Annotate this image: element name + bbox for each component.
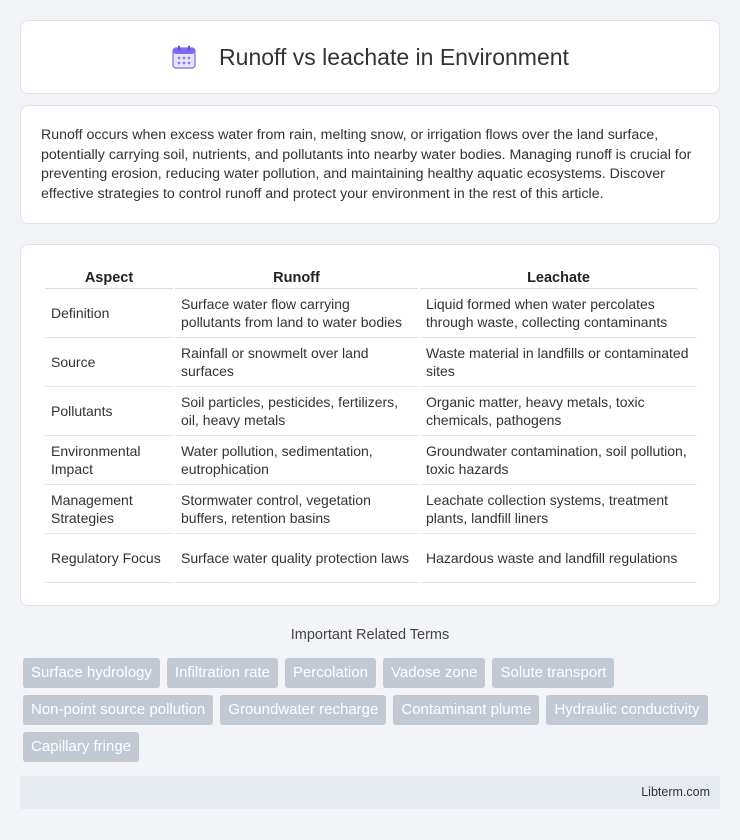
related-term-tag[interactable]: Percolation <box>285 658 376 688</box>
related-term-tag[interactable]: Infiltration rate <box>167 658 278 688</box>
aspect-cell: Management Strategies <box>45 485 173 534</box>
related-terms-list <box>23 658 723 769</box>
leachate-cell: Groundwater contamination, soil pollution, toxic hazards <box>420 436 697 485</box>
footer <box>20 776 720 809</box>
related-term-tag[interactable]: Surface hydrology <box>23 658 160 688</box>
comparison-card <box>20 244 720 606</box>
aspect-cell: Source <box>45 338 173 387</box>
header-card <box>20 20 720 94</box>
table-row <box>45 338 697 387</box>
footer-site-link[interactable]: Libterm.com <box>641 785 710 799</box>
column-header-aspect: Aspect <box>45 267 173 289</box>
runoff-cell: Water pollution, sedimentation, eutrophication <box>175 436 418 485</box>
leachate-cell: Hazardous waste and landfill regulations <box>420 534 697 583</box>
leachate-cell: Leachate collection systems, treatment plants, landfill liners <box>420 485 697 534</box>
table-row <box>45 534 697 583</box>
comparison-table <box>43 267 699 583</box>
runoff-cell: Rainfall or snowmelt over land surfaces <box>175 338 418 387</box>
intro-card <box>20 105 720 224</box>
page-title: Runoff vs leachate in Environment <box>219 43 569 70</box>
related-term-tag[interactable]: Solute transport <box>492 658 614 688</box>
aspect-cell: Pollutants <box>45 387 173 436</box>
related-term-tag[interactable]: Capillary fringe <box>23 732 139 762</box>
column-header-runoff: Runoff <box>175 267 418 289</box>
related-term-tag[interactable]: Hydraulic conductivity <box>546 695 707 725</box>
related-term-tag[interactable]: Contaminant plume <box>393 695 539 725</box>
leachate-cell: Organic matter, heavy metals, toxic chemicals, pathogens <box>420 387 697 436</box>
related-term-tag[interactable]: Vadose zone <box>383 658 485 688</box>
table-row <box>45 436 697 485</box>
runoff-cell: Surface water flow carrying pollutants from land to water bodies <box>175 289 418 338</box>
runoff-cell: Soil particles, pesticides, fertilizers, oil, heavy metals <box>175 387 418 436</box>
table-header-row <box>45 267 697 289</box>
table-row <box>45 485 697 534</box>
related-terms-title: Important Related Terms <box>290 627 450 643</box>
calendar-icon <box>171 44 197 70</box>
table-row <box>45 289 697 338</box>
aspect-cell: Definition <box>45 289 173 338</box>
runoff-cell: Surface water quality protection laws <box>175 534 418 583</box>
related-term-tag[interactable]: Non-point source pollution <box>23 695 213 725</box>
leachate-cell: Liquid formed when water percolates through waste, collecting contaminants <box>420 289 697 338</box>
intro-text: Runoff occurs when excess water from rain, melting snow, or irrigation flows over the land surface, potentially carrying soil, nutrients, and pollutants into nearby water bodies. Managing runoff is crucial for preventing erosion, reducing water pollution, and maintaining healthy aquatic ecosystems. Discover effective strategies to control runoff and protect your environment in the rest of this article. <box>41 127 692 202</box>
related-term-tag[interactable]: Groundwater recharge <box>220 695 386 725</box>
aspect-cell: Environmental Impact <box>45 436 173 485</box>
column-header-leachate: Leachate <box>420 267 697 289</box>
leachate-cell: Waste material in landfills or contaminated sites <box>420 338 697 387</box>
table-row <box>45 387 697 436</box>
aspect-cell: Regulatory Focus <box>45 534 173 583</box>
runoff-cell: Stormwater control, vegetation buffers, retention basins <box>175 485 418 534</box>
